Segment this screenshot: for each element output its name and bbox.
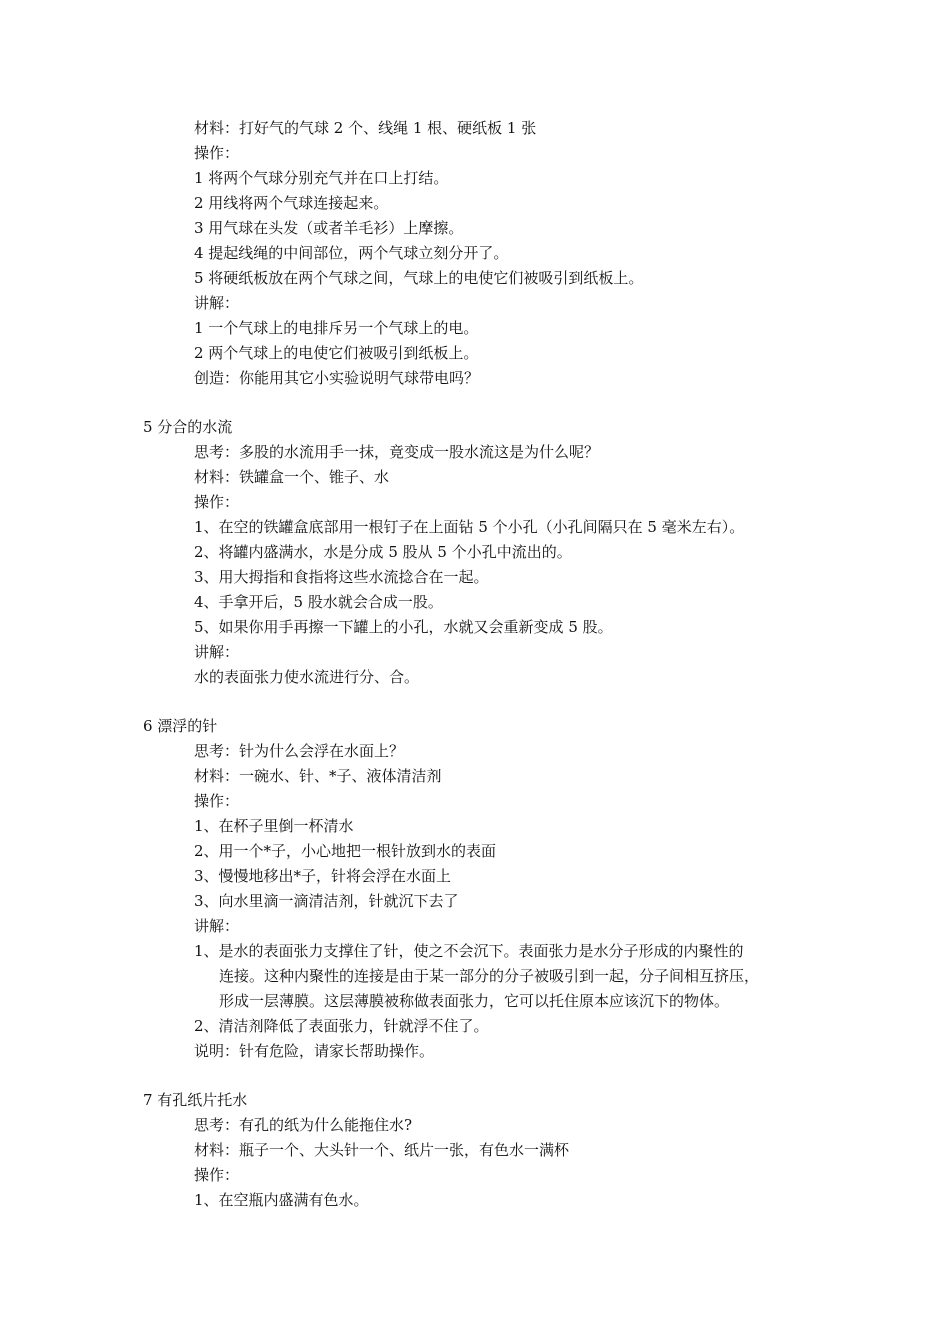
sec5-step: 3、用大拇指和食指将这些水流捻合在一起。 bbox=[194, 568, 489, 586]
intro-step: 1 将两个气球分别充气并在口上打结。 bbox=[194, 169, 449, 187]
intro-step: 4 提起线绳的中间部位，两个气球立刻分开了。 bbox=[194, 244, 509, 262]
intro-materials: 材料：打好气的气球 2 个、线绳 1 根、硬纸板 1 张 bbox=[194, 119, 537, 137]
section-title: 6 漂浮的针 bbox=[143, 717, 218, 735]
sec7-operation-label: 操作： bbox=[194, 1166, 240, 1184]
sec6-explanation-line: 连接。这种内聚性的连接是由于某一部分的分子被吸引到一起，分子间相互挤压， bbox=[219, 967, 760, 985]
sec5-materials: 材料：铁罐盒一个、锥子、水 bbox=[194, 468, 390, 486]
intro-explain-label: 讲解： bbox=[194, 294, 240, 312]
sec6-step: 1、在杯子里倒一杯清水 bbox=[194, 817, 354, 835]
sec5-explanation: 水的表面张力使水流进行分、合。 bbox=[194, 668, 420, 686]
sec5-step: 4、手拿开后，5 股水就会合成一股。 bbox=[194, 593, 443, 611]
sec6-explanation-line: 1、是水的表面张力支撑住了针，使之不会沉下。表面张力是水分子形成的内聚性的 bbox=[194, 942, 744, 960]
sec5-step: 1、在空的铁罐盒底部用一根钉子在上面钻 5 个小孔（小孔间隔只在 5 毫米左右）。 bbox=[194, 518, 745, 536]
intro-explanation: 2 两个气球上的电使它们被吸引到纸板上。 bbox=[194, 344, 479, 362]
sec7-think: 思考：有孔的纸为什么能拖住水? bbox=[194, 1116, 413, 1134]
sec7-step: 1、在空瓶内盛满有色水。 bbox=[194, 1191, 369, 1209]
intro-explanation: 1 一个气球上的电排斥另一个气球上的电。 bbox=[194, 319, 479, 337]
sec7-materials: 材料：瓶子一个、大头针一个、纸片一张，有色水一满杯 bbox=[194, 1141, 570, 1159]
sec5-operation-label: 操作： bbox=[194, 493, 240, 511]
sec6-explanation-2: 2、清洁剂降低了表面张力，针就浮不住了。 bbox=[194, 1017, 489, 1035]
sec5-step: 2、将罐内盛满水，水是分成 5 股从 5 个小孔中流出的。 bbox=[194, 543, 572, 561]
sec6-step: 2、用一个*子，小心地把一根针放到水的表面 bbox=[194, 842, 497, 860]
intro-step: 5 将硬纸板放在两个气球之间，气球上的电使它们被吸引到纸板上。 bbox=[194, 269, 644, 287]
sec6-operation-label: 操作： bbox=[194, 792, 240, 810]
sec6-note: 说明：针有危险，请家长帮助操作。 bbox=[194, 1042, 435, 1060]
sec6-think: 思考：针为什么会浮在水面上？ bbox=[194, 742, 405, 760]
intro-step: 2 用线将两个气球连接起来。 bbox=[194, 194, 389, 212]
section-title: 7 有孔纸片托水 bbox=[143, 1091, 248, 1109]
intro-create: 创造：你能用其它小实验说明气球带电吗？ bbox=[194, 369, 480, 387]
sec5-step: 5、如果你用手再擦一下罐上的小孔，水就又会重新变成 5 股。 bbox=[194, 618, 613, 636]
sec6-step: 3、慢慢地移出*子，针将会浮在水面上 bbox=[194, 867, 452, 885]
sec6-explanation-line: 形成一层薄膜。这层薄膜被称做表面张力，它可以托住原本应该沉下的物体。 bbox=[219, 992, 730, 1010]
sec6-explain-label: 讲解： bbox=[194, 917, 240, 935]
sec5-explain-label: 讲解： bbox=[194, 643, 240, 661]
section-title: 5 分合的水流 bbox=[143, 418, 233, 436]
sec6-materials: 材料：一碗水、针、*子、液体清洁剂 bbox=[194, 767, 442, 785]
intro-operation-label: 操作： bbox=[194, 144, 240, 162]
intro-step: 3 用气球在头发（或者羊毛衫）上摩擦。 bbox=[194, 219, 464, 237]
sec6-step: 3、向水里滴一滴清洁剂，针就沉下去了 bbox=[194, 892, 459, 910]
sec5-think: 思考：多股的水流用手一抹，竟变成一股水流这是为什么呢？ bbox=[194, 443, 600, 461]
